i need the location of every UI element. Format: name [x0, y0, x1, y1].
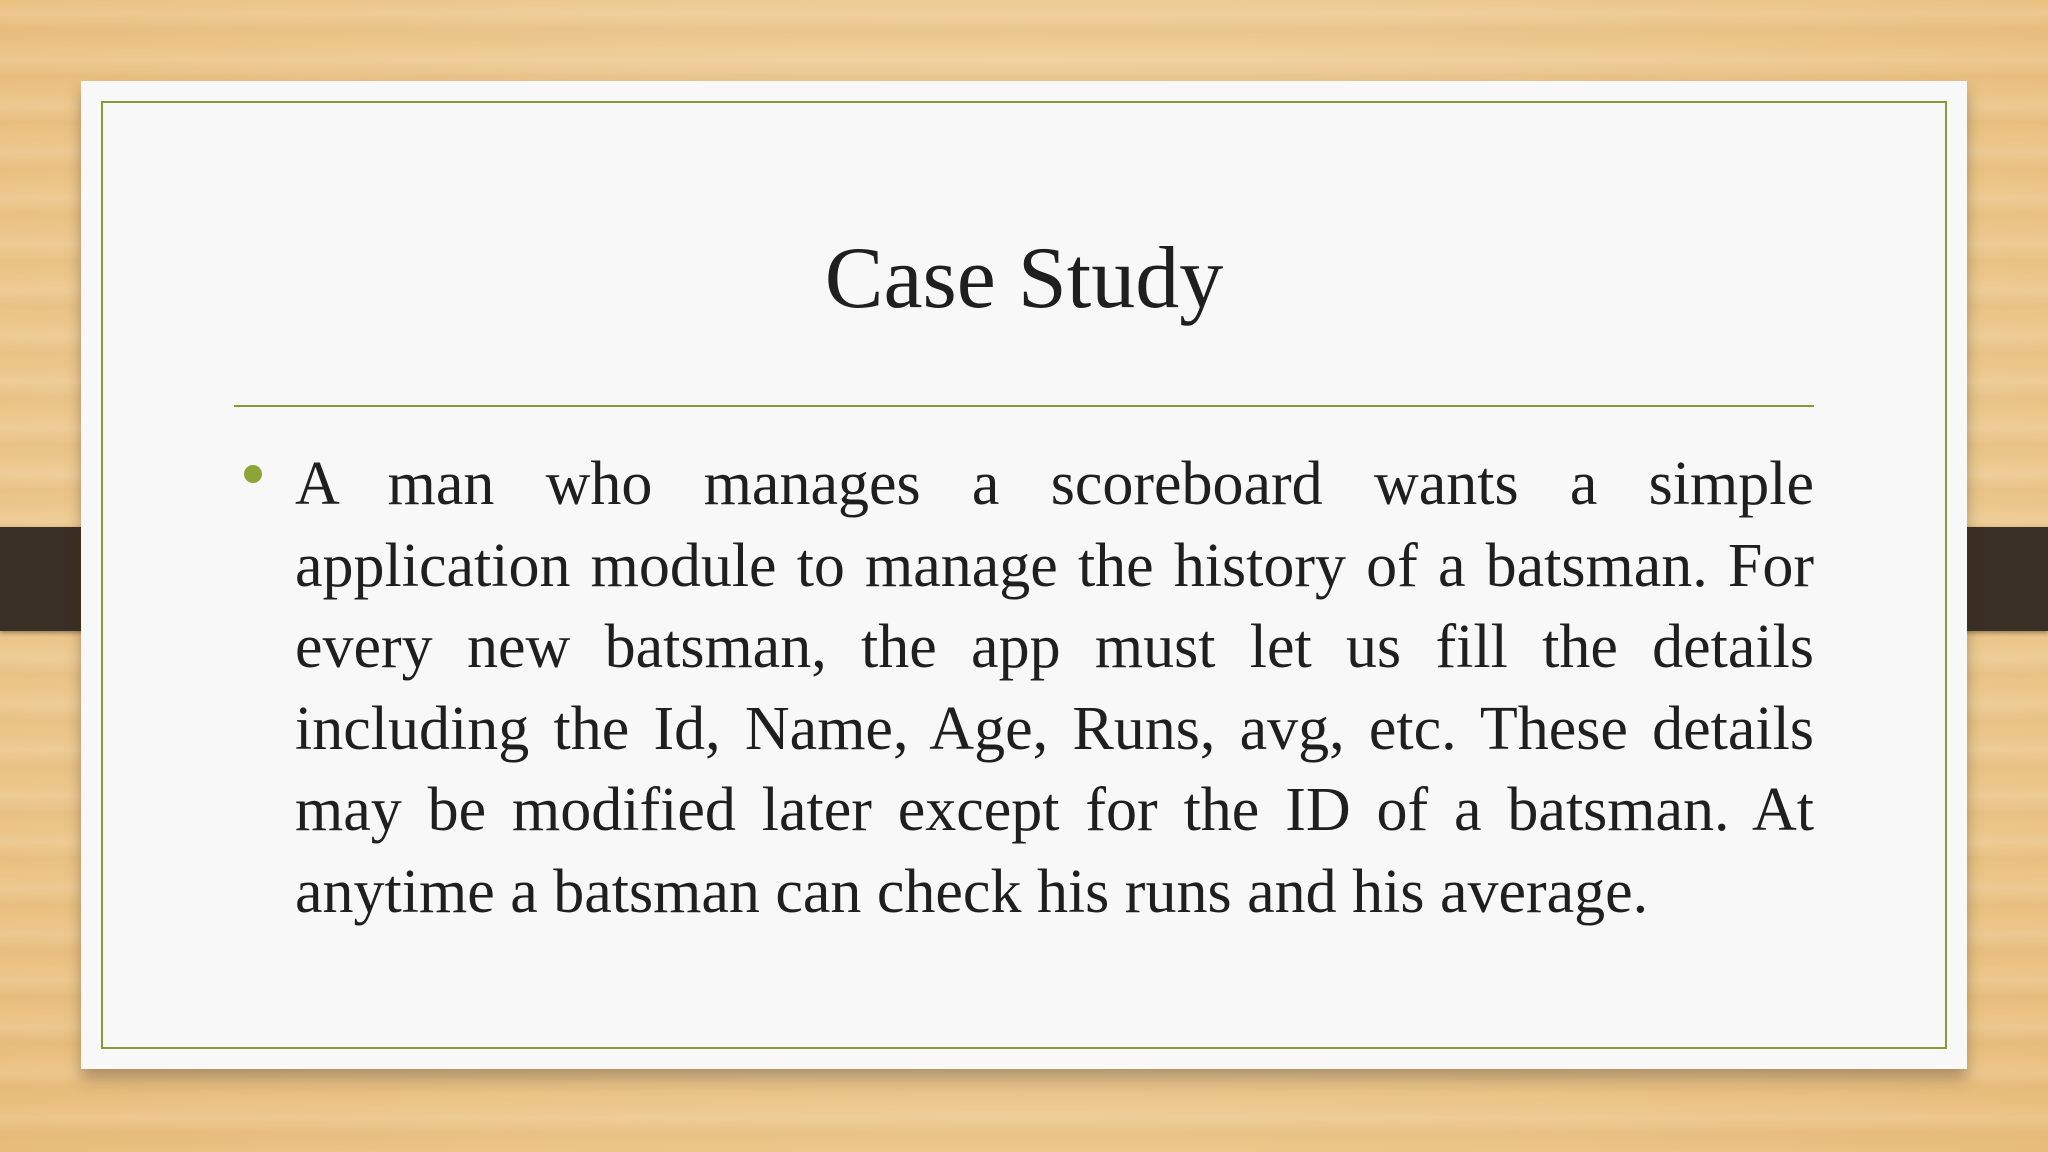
bullet-text: A man who manages a scoreboard wants a simple application module to manage the history of a batsman. For every new batsman, the app must let us fill the details including the Id, Name, Age, Runs, avg, etc. These details may be modified later except for the ID of a batsman. At anytime a batsman can check his runs and his average. [295, 450, 1814, 926]
title-divider [234, 405, 1814, 407]
slide-title: Case Study [824, 230, 1224, 327]
bullet-dot-icon [244, 465, 262, 483]
slide-card [81, 81, 1967, 1069]
